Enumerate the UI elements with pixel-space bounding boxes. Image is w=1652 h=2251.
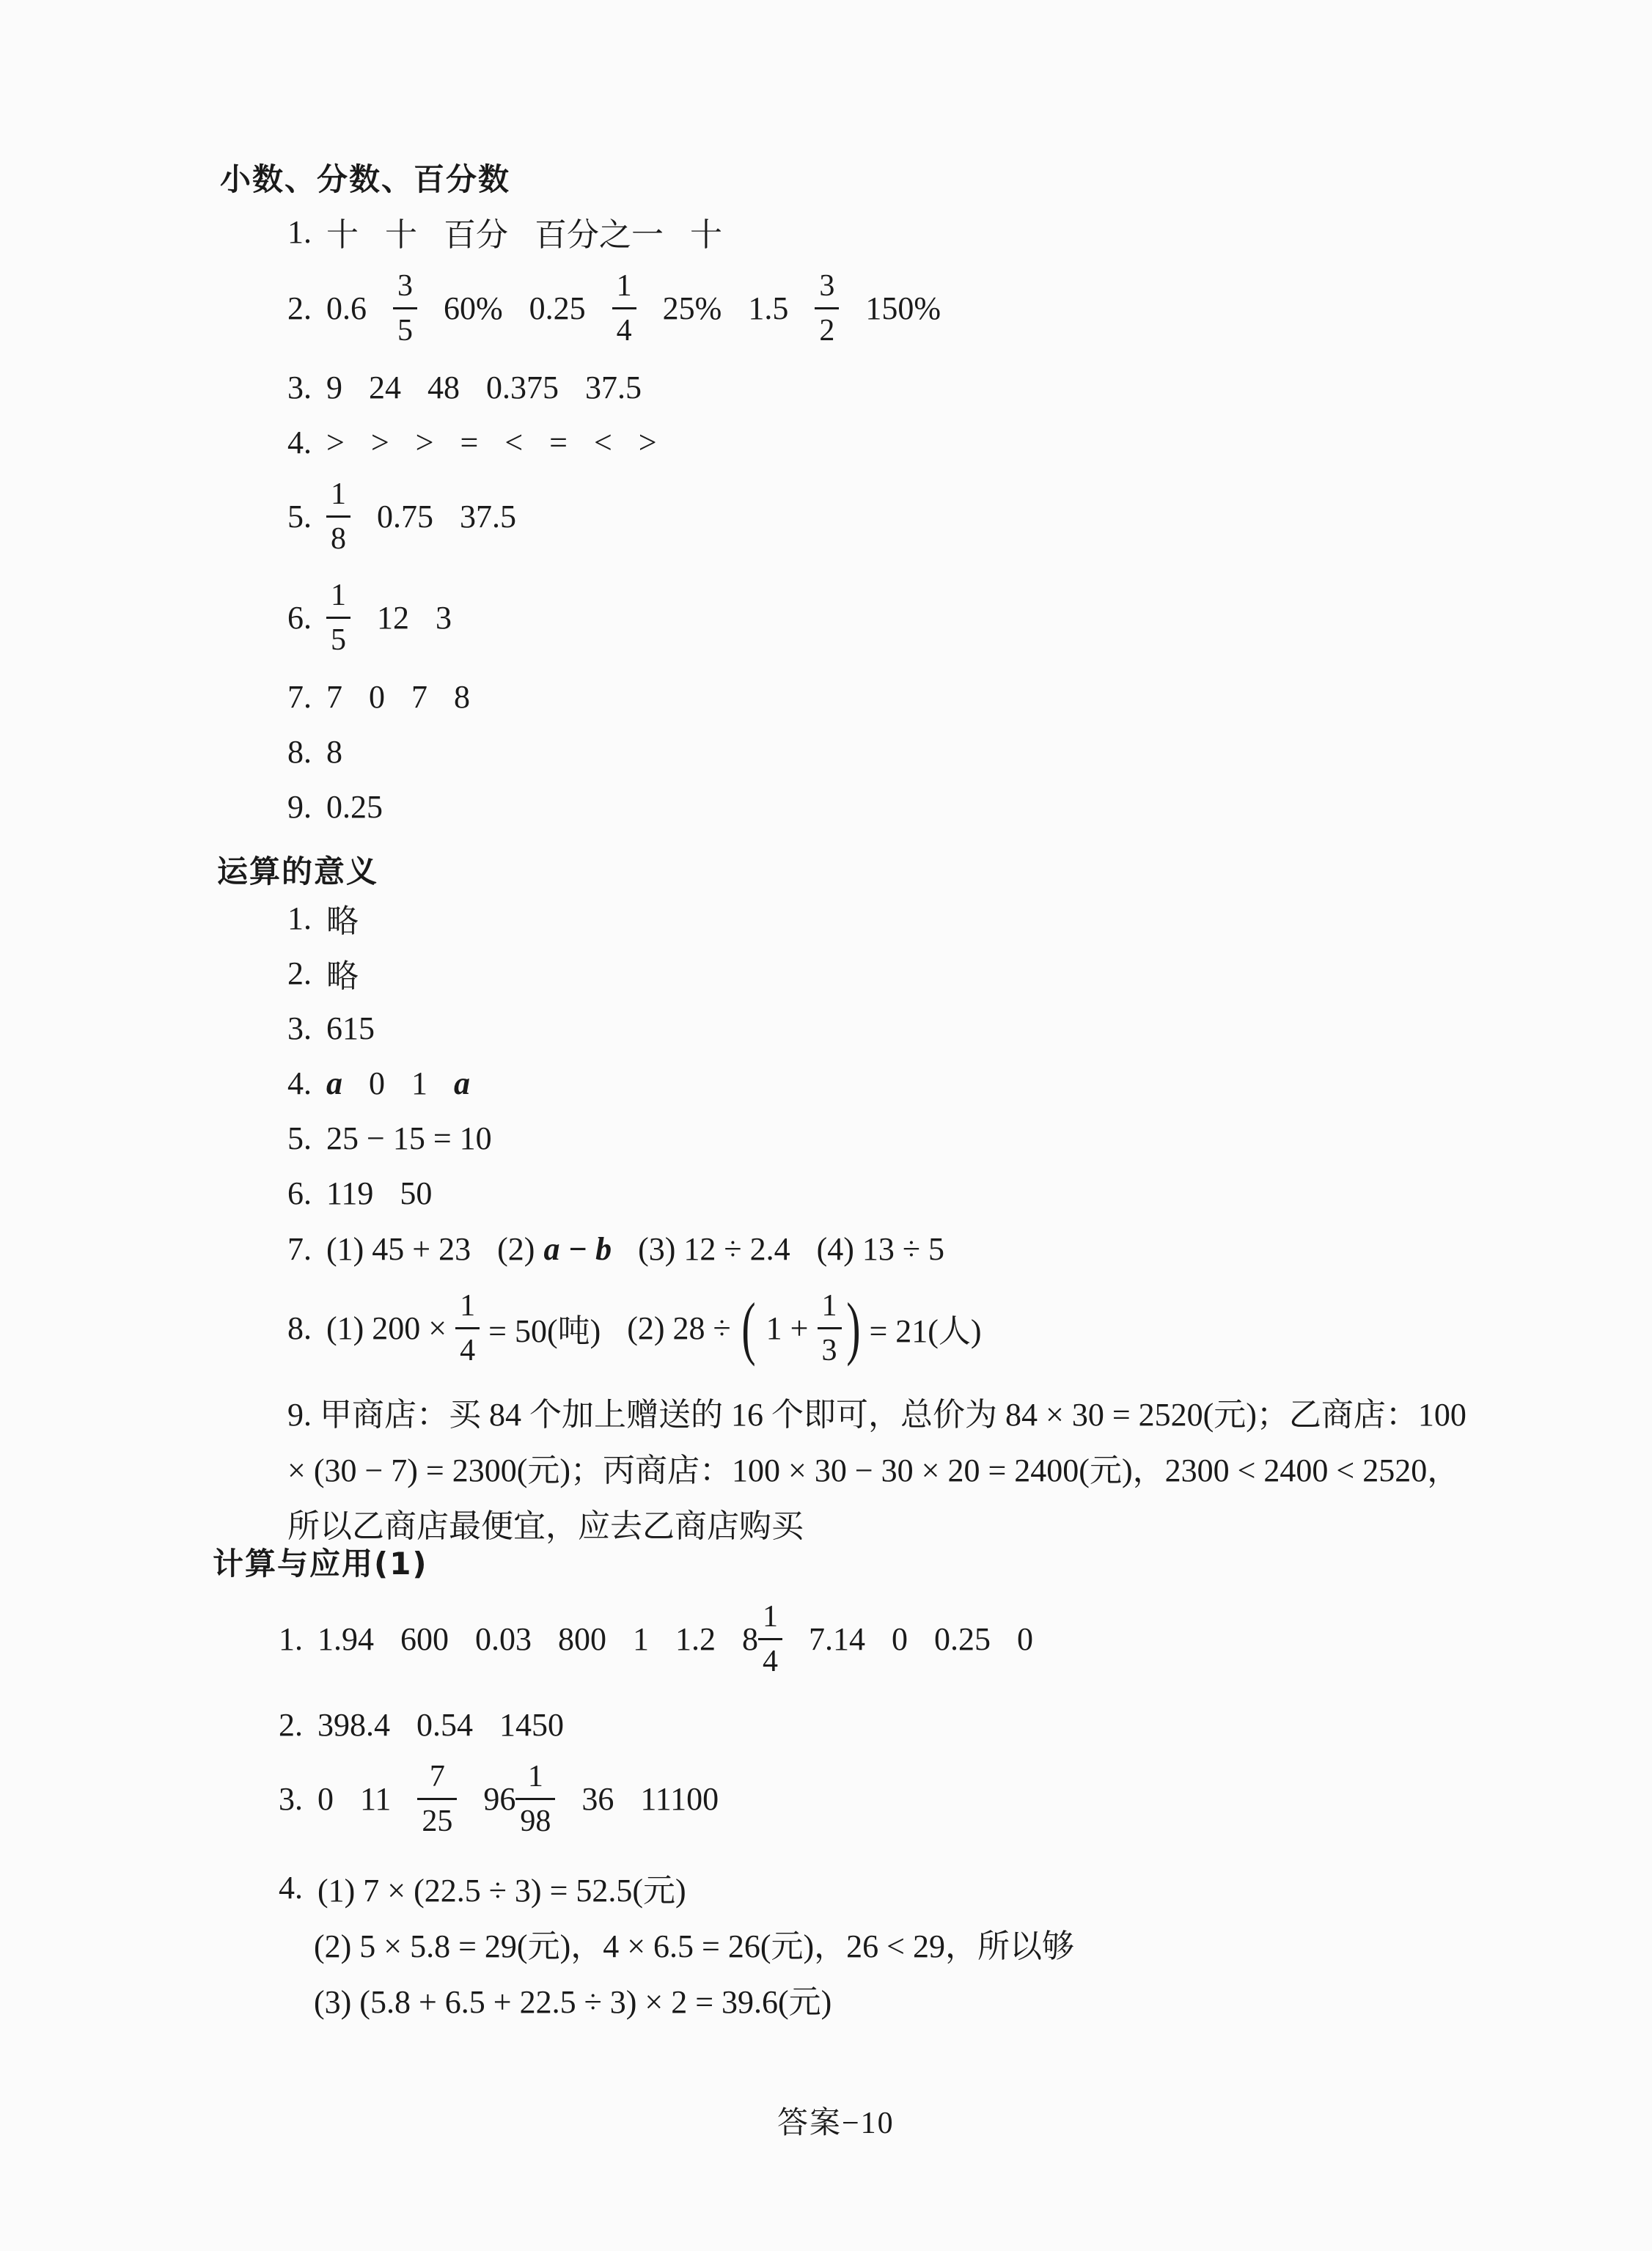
s3-q3: 3. 0 11 $\frac{7}{25}$ 96 $\frac{1}{98}$ 36 11100 (279, 1759, 719, 1838)
fraction: $\frac{3}{5}$ (393, 271, 417, 346)
page-footer: 答案−10 (777, 2107, 895, 2140)
s2-q7: 7. (1) 45 + 23 (2) a − b (3) 12 ÷ 2.4 (4) 13 ÷ 5 (287, 1230, 945, 1267)
fraction: $\frac{1}{3}$ (818, 1290, 842, 1366)
fraction: $\frac{3}{2}$ (815, 271, 839, 346)
s3-q2: 2. 398.4 0.54 1450 (279, 1706, 564, 1743)
s2-q9: 9. 甲商店：买 84 个加上赠送的 16 个即可，总价为 84 × 30 = 2520(元)；乙商店：100 × (30 − 7) = 2300(元)；丙商店：100 × 30 − 30 × 20 = 2400(元)，2300 < 2400 < 2520，所以乙商店最便宜，应去乙商店购买 (287, 1397, 1466, 1544)
s2-q2: 2. 略 (287, 955, 359, 994)
fraction: $\frac{1}{4}$ (612, 271, 636, 346)
s2-q8: 8. (1) 200 × $\frac{1}{4}$ = 50(吨) (2) 28 ÷ ( 1 + $\frac{1}{3}$ ) = 21(人) (287, 1288, 982, 1367)
s2-q6: 6. 119 50 (287, 1175, 433, 1211)
s3-q4-line1: 4. (1) 7 × (22.5 ÷ 3) = 52.5(元) (279, 1869, 686, 1909)
s3-q4-line3: (3) (5.8 + 6.5 + 22.5 ÷ 3) × 2 = 39.6(元) (314, 1984, 832, 2020)
s1-q5: 5. $\frac{1}{8}$ 0.75 37.5 (287, 477, 516, 556)
s1-q8: 8. 8 (287, 733, 342, 770)
s1-q3: 3. 9 24 48 0.375 37.5 (287, 369, 642, 405)
fraction: $\frac{1}{5}$ (326, 580, 350, 656)
s1-q4: 4. > > > = < = < > (287, 424, 657, 460)
fraction: $\frac{1}{8}$ (326, 479, 350, 554)
s3-q1: 1. 1.94 600 0.03 800 1 1.2 8 $\frac{1}{4}$ 7.14 0 0.25 0 (279, 1599, 1033, 1678)
s3-q4-line2: (2) 5 × 5.8 = 29(元)，4 × 6.5 = 26(元)，26 < 29，所以够 (314, 1928, 1074, 1964)
s1-q7: 7. 7 0 7 8 (287, 678, 470, 715)
section-title-decimals: 小数、分数、百分数 (220, 161, 511, 197)
s2-q4: 4. a 0 1 a (287, 1065, 470, 1101)
section-title-operations: 运算的意义 (217, 853, 379, 889)
fraction: $\frac{7}{25}$ (417, 1761, 457, 1837)
s2-q3: 3. 615 (287, 1010, 375, 1046)
s1-q6: 6. $\frac{1}{5}$ 12 3 (287, 578, 452, 657)
mixed-number: 96 $\frac{1}{98}$ (483, 1761, 555, 1837)
s2-q1: 1. 略 (287, 900, 359, 939)
fraction: $\frac{1}{4}$ (455, 1290, 480, 1366)
s1-q2: 2. 0.6 $\frac{3}{5}$ 60% 0.25 $\frac{1}{4}$ 25% 1.5 $\frac{3}{2}$ 150% (287, 268, 941, 348)
s2-q5: 5. 25 − 15 = 10 (287, 1120, 492, 1156)
s1-q1: 1. 十 十 百分 百分之一 十 (287, 213, 722, 253)
s1-q9: 9. 0.25 (287, 788, 383, 825)
mixed-number: 8 $\frac{1}{4}$ (742, 1601, 782, 1677)
section-title-calculation: 计算与应用(1) (213, 1546, 428, 1582)
